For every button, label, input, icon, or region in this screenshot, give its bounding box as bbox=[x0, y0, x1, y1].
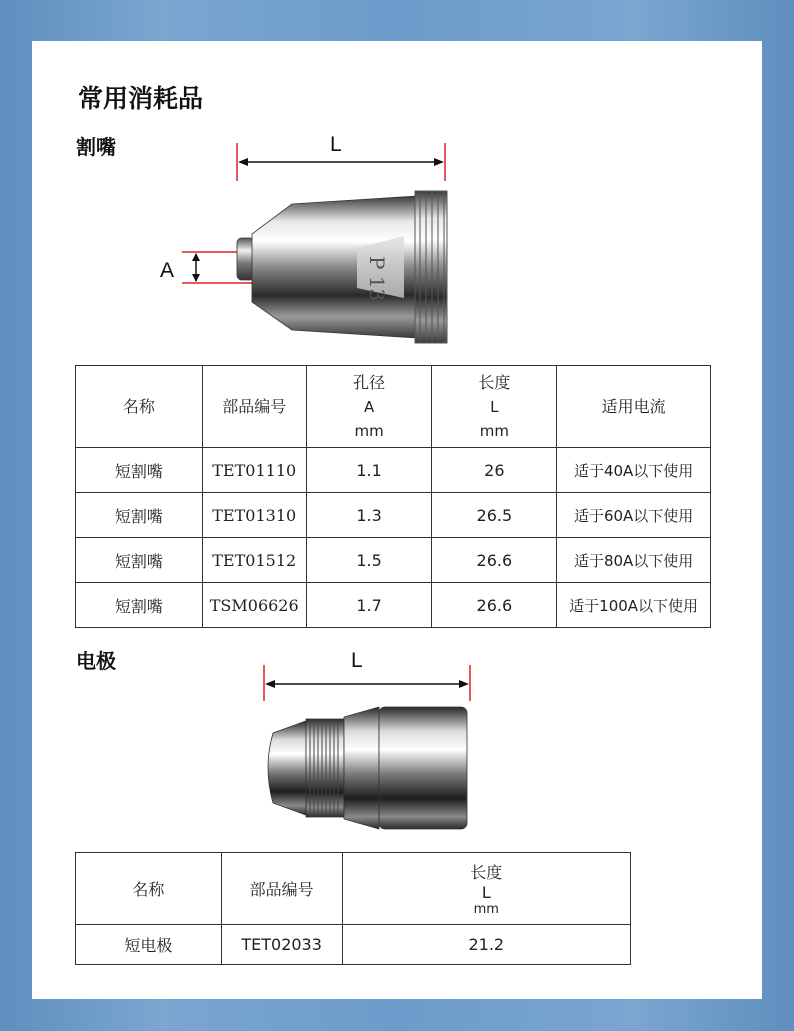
table-row bbox=[76, 925, 631, 965]
electrode-dim-l-label: L bbox=[351, 649, 363, 672]
cell-part-no: TSM06626 bbox=[202, 583, 306, 628]
page-title: 常用消耗品 bbox=[78, 84, 204, 113]
electrode-dimension-l bbox=[259, 661, 479, 703]
cell-current: 适于40A以下使用 bbox=[557, 448, 711, 493]
header-name: 名称 bbox=[76, 853, 222, 925]
nozzle-tip-mark: P 13 bbox=[365, 256, 389, 302]
table-row bbox=[76, 538, 711, 583]
cell-part-no: TET01310 bbox=[202, 493, 306, 538]
nozzle-section-title: 割嘴 bbox=[76, 135, 116, 159]
table-row bbox=[76, 448, 711, 493]
cell-hole: 1.1 bbox=[306, 448, 432, 493]
nozzle-image bbox=[232, 186, 452, 348]
header-length bbox=[432, 366, 557, 448]
header-part-no: 部品编号 bbox=[202, 366, 306, 448]
electrode-section-title: 电极 bbox=[76, 649, 116, 673]
nozzle-table-header-row bbox=[76, 366, 711, 448]
cell-current: 适于80A以下使用 bbox=[557, 538, 711, 583]
electrode-image bbox=[261, 705, 471, 831]
catalog-card bbox=[32, 41, 762, 999]
cell-length: 26.5 bbox=[432, 493, 557, 538]
header-length-line1: 长度 bbox=[478, 372, 511, 392]
cell-current: 适于100A以下使用 bbox=[557, 583, 711, 628]
cell-name: 短电极 bbox=[76, 925, 222, 965]
cell-name: 短割嘴 bbox=[76, 538, 203, 583]
nozzle-dim-a-label: A bbox=[160, 259, 175, 282]
cell-length: 21.2 bbox=[342, 925, 630, 965]
cell-hole: 1.7 bbox=[306, 583, 432, 628]
header-length-line3: mm bbox=[473, 902, 499, 917]
cell-name: 短割嘴 bbox=[76, 493, 203, 538]
header-part-no: 部品编号 bbox=[221, 853, 342, 925]
cell-name: 短割嘴 bbox=[76, 583, 203, 628]
nozzle-table bbox=[75, 365, 711, 628]
header-length-line1: 长度 bbox=[470, 863, 503, 882]
cell-part-no: TET01110 bbox=[202, 448, 306, 493]
header-name: 名称 bbox=[76, 366, 203, 448]
nozzle-dimension-l bbox=[232, 133, 452, 185]
header-length-line2: L bbox=[481, 883, 491, 902]
cell-length: 26.6 bbox=[432, 583, 557, 628]
header-hole-line1: 孔径 bbox=[353, 372, 386, 392]
header-hole-line3: mm bbox=[354, 421, 384, 440]
header-current: 适用电流 bbox=[557, 366, 711, 448]
cell-current: 适于60A以下使用 bbox=[557, 493, 711, 538]
cell-length: 26 bbox=[432, 448, 557, 493]
table-row bbox=[76, 493, 711, 538]
cell-name: 短割嘴 bbox=[76, 448, 203, 493]
table-row bbox=[76, 583, 711, 628]
cell-hole: 1.3 bbox=[306, 493, 432, 538]
header-length-line2: L bbox=[490, 397, 499, 416]
header-length bbox=[342, 853, 630, 925]
header-length-line3: mm bbox=[479, 421, 509, 440]
cell-part-no: TET01512 bbox=[202, 538, 306, 583]
header-hole-line2: A bbox=[363, 397, 375, 416]
nozzle-dim-l-label: L bbox=[330, 133, 342, 156]
header-hole bbox=[306, 366, 432, 448]
electrode-table-header-row bbox=[76, 853, 631, 925]
cell-length: 26.6 bbox=[432, 538, 557, 583]
electrode-table bbox=[75, 852, 631, 965]
cell-hole: 1.5 bbox=[306, 538, 432, 583]
cell-part-no: TET02033 bbox=[221, 925, 342, 965]
